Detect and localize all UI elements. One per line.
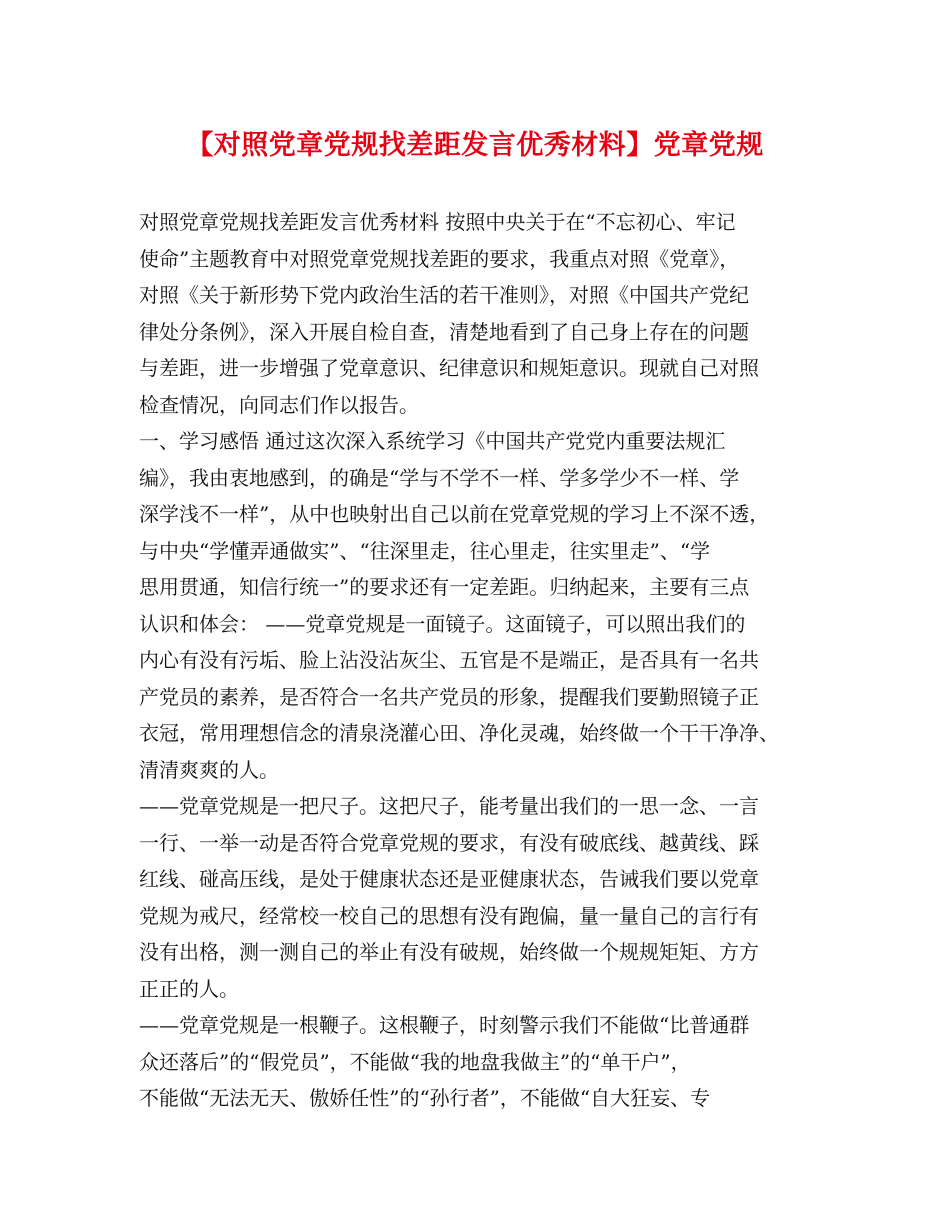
body-line: 一行、一举一动是否符合党章党规的要求，有没有破底线、越黄线、踩 [139,830,759,855]
body-line: 红线、碰高压线，是处于健康状态还是亚健康状态，告诫我们要以党章 [139,867,759,891]
document-body [139,204,829,1117]
body-line: 正正的人。 [139,976,239,1001]
body-line: 与差距，进一步增强了党章意识、纪律意识和规矩意识。现就自己对照 [139,356,759,380]
document-title: 【对照党章党规找差距发言优秀材料】党章党规 [186,130,764,161]
body-line: 思用贯通，知信行统一”的要求还有一定差距。归纳起来，主要有三点 [139,575,750,599]
body-line: 认识和体会： ——党章党规是一面镜子。这面镜子，可以照出我们的 [139,611,746,636]
body-line: 使命”主题教育中对照党章党规找差距的要求，我重点对照《党章》， [139,246,740,271]
body-line: 对照党章党规找差距发言优秀材料 按照中央关于在“不忘初心、牢记 [139,210,736,234]
body-line: 与中央“学懂弄通做实”、“往深里走，往心里走，往实里走”、“学 [139,538,711,563]
body-line: 深学浅不一样”，从中也映射出自己以前在党章党规的学习上不深不透， [139,502,770,526]
body-line: 律处分条例》，深入开展自检自查，清楚地看到了自己身上存在的问题 [139,319,749,344]
body-line: 编》，我由衷地感到，的确是“学与不学不一样、学多学少不一样、学 [139,465,740,490]
body-line: 对照《关于新形势下党内政治生活的若干准则》，对照《中国共产党纪 [139,283,749,307]
body-line: ——党章党规是一把尺子。这把尺子，能考量出我们的一思一念、一言 [139,794,759,818]
body-line: 产党员的素养，是否符合一名共产党员的形象，提醒我们要勤照镜子正 [139,684,759,709]
body-line: 不能做“无法无天、傲娇任性”的“孙行者”，不能做“自大狂妄、专 [139,1086,711,1110]
body-line: ——党章党规是一根鞭子。这根鞭子，时刻警示我们不能做“比普通群 [139,1013,750,1037]
body-line: 众还落后”的“假党员”，不能做“我的地盘我做主”的“单干户”， [139,1049,691,1074]
body-line: 检查情况，向同志们作以报告。 [139,392,419,417]
body-line: 一、学习感悟 通过这次深入系统学习《中国共产党党内重要法规汇 [139,429,726,453]
body-line: 没有出格，测一测自己的举止有没有破规，始终做一个规规矩矩、方方 [139,940,759,964]
body-line: 衣冠，常用理想信念的清泉浇灌心田、净化灵魂，始终做一个干干净净、 [139,721,779,745]
body-line: 清清爽爽的人。 [139,757,279,782]
body-line: 党规为戒尺，经常校一校自己的思想有没有跑偏，量一量自己的言行有 [139,903,759,928]
body-line: 内心有没有污垢、脸上沾没沾灰尘、五官是不是端正，是否具有一名共 [139,648,759,672]
